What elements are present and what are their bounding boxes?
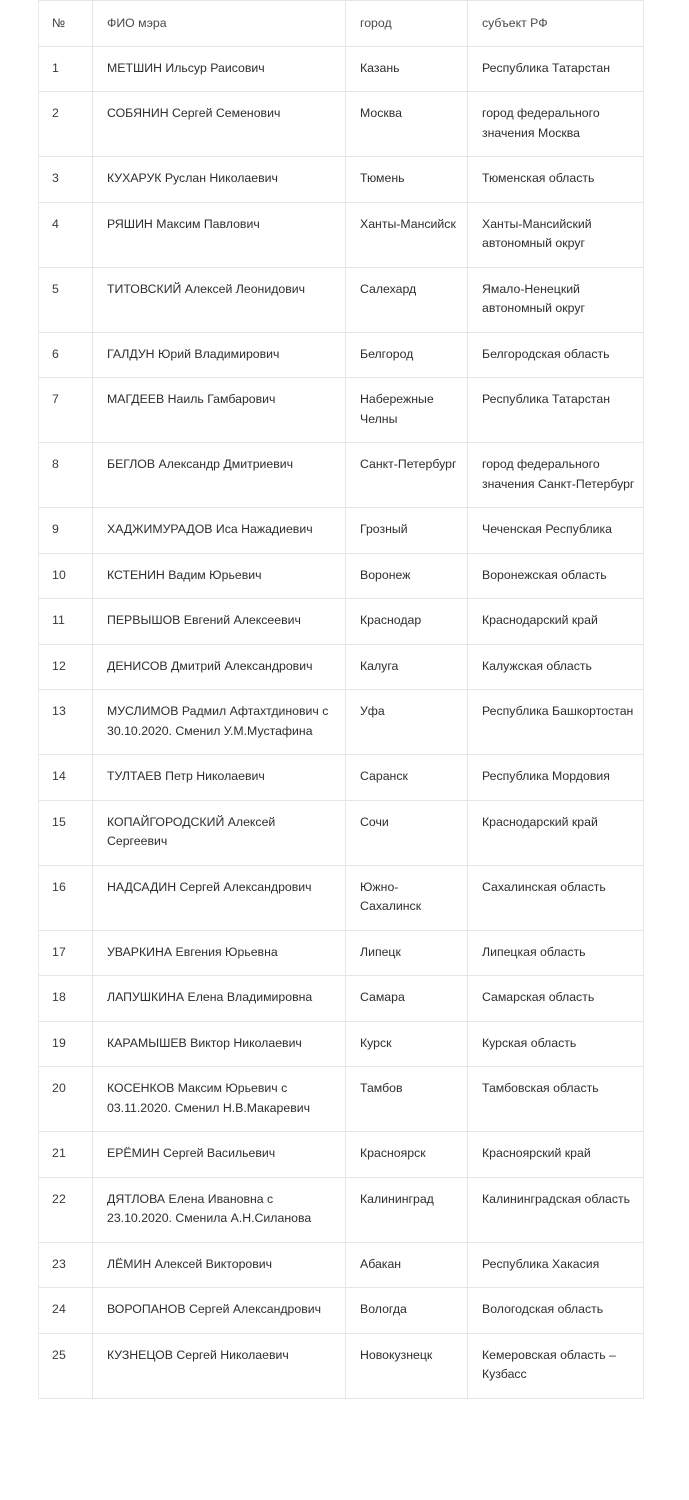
cell-city: Курск: [346, 1021, 468, 1067]
cell-city: Белгород: [346, 332, 468, 378]
cell-mayor-name: ТИТОВСКИЙ Алексей Леонидович: [93, 267, 346, 332]
cell-mayor-name: ПЕРВЫШОВ Евгений Алексеевич: [93, 599, 346, 645]
cell-subject: Республика Татарстан: [468, 46, 644, 92]
cell-mayor-name: ГАЛДУН Юрий Владимирович: [93, 332, 346, 378]
cell-subject: Вологодская область: [468, 1288, 644, 1334]
cell-city: Новокузнецк: [346, 1333, 468, 1398]
cell-city: Калининград: [346, 1177, 468, 1242]
table-row: [39, 755, 644, 801]
cell-subject: Чеченская Республика: [468, 508, 644, 554]
cell-number: 5: [39, 267, 93, 332]
cell-number: 25: [39, 1333, 93, 1398]
table-row: [39, 1132, 644, 1178]
cell-mayor-name: КОСЕНКОВ Максим Юрьевич с 03.11.2020. Сменил Н.В.Макаревич: [93, 1067, 346, 1132]
table-row: [39, 1242, 644, 1288]
cell-number: 7: [39, 378, 93, 443]
mayors-table: [38, 0, 644, 1399]
cell-number: 22: [39, 1177, 93, 1242]
cell-number: 12: [39, 644, 93, 690]
cell-city: Липецк: [346, 930, 468, 976]
column-header-subject: субъект РФ: [468, 1, 644, 47]
cell-city: Ханты-Мансийск: [346, 202, 468, 267]
cell-subject: Краснодарский край: [468, 800, 644, 865]
cell-mayor-name: СОБЯНИН Сергей Семенович: [93, 92, 346, 157]
cell-subject: Ямало-Ненецкий автономный округ: [468, 267, 644, 332]
table-body: [39, 46, 644, 1398]
cell-city: Калуга: [346, 644, 468, 690]
cell-city: Сочи: [346, 800, 468, 865]
cell-subject: город федерального значения Санкт-Петербург: [468, 443, 644, 508]
cell-mayor-name: НАДСАДИН Сергей Александрович: [93, 865, 346, 930]
cell-mayor-name: КОПАЙГОРОДСКИЙ Алексей Сергеевич: [93, 800, 346, 865]
cell-mayor-name: ТУЛТАЕВ Петр Николаевич: [93, 755, 346, 801]
cell-number: 14: [39, 755, 93, 801]
cell-number: 13: [39, 690, 93, 755]
cell-mayor-name: БЕГЛОВ Александр Дмитриевич: [93, 443, 346, 508]
cell-subject: Красноярский край: [468, 1132, 644, 1178]
cell-number: 6: [39, 332, 93, 378]
cell-city: Казань: [346, 46, 468, 92]
table-row: [39, 644, 644, 690]
table-row: [39, 443, 644, 508]
cell-number: 3: [39, 157, 93, 203]
cell-city: Набережные Челны: [346, 378, 468, 443]
cell-city: Уфа: [346, 690, 468, 755]
cell-city: Тамбов: [346, 1067, 468, 1132]
cell-subject: Ханты-Мансийский автономный округ: [468, 202, 644, 267]
table-row: [39, 202, 644, 267]
cell-mayor-name: ЛАПУШКИНА Елена Владимировна: [93, 976, 346, 1022]
cell-number: 10: [39, 553, 93, 599]
table-row: [39, 1177, 644, 1242]
cell-subject: Тюменская область: [468, 157, 644, 203]
cell-city: Красноярск: [346, 1132, 468, 1178]
cell-city: Самара: [346, 976, 468, 1022]
table-header-row: [39, 1, 644, 47]
cell-number: 19: [39, 1021, 93, 1067]
cell-city: Саранск: [346, 755, 468, 801]
table-row: [39, 690, 644, 755]
table-header: [39, 1, 644, 47]
cell-mayor-name: КУХАРУК Руслан Николаевич: [93, 157, 346, 203]
table-row: [39, 865, 644, 930]
cell-subject: Тамбовская область: [468, 1067, 644, 1132]
cell-mayor-name: ЕРЁМИН Сергей Васильевич: [93, 1132, 346, 1178]
cell-city: Абакан: [346, 1242, 468, 1288]
cell-mayor-name: МАГДЕЕВ Наиль Гамбарович: [93, 378, 346, 443]
table-row: [39, 46, 644, 92]
cell-city: Салехард: [346, 267, 468, 332]
cell-city: Южно-Сахалинск: [346, 865, 468, 930]
mayors-table-container: [38, 0, 643, 1399]
cell-number: 16: [39, 865, 93, 930]
cell-mayor-name: ДЯТЛОВА Елена Ивановна с 23.10.2020. Сменила А.Н.Силанова: [93, 1177, 346, 1242]
cell-subject: Республика Хакасия: [468, 1242, 644, 1288]
cell-mayor-name: ЛЁМИН Алексей Викторович: [93, 1242, 346, 1288]
table-row: [39, 378, 644, 443]
cell-subject: город федерального значения Москва: [468, 92, 644, 157]
cell-subject: Краснодарский край: [468, 599, 644, 645]
table-row: [39, 1333, 644, 1398]
table-row: [39, 800, 644, 865]
cell-number: 24: [39, 1288, 93, 1334]
cell-subject: Республика Мордовия: [468, 755, 644, 801]
cell-number: 2: [39, 92, 93, 157]
cell-number: 4: [39, 202, 93, 267]
cell-subject: Калужская область: [468, 644, 644, 690]
cell-number: 8: [39, 443, 93, 508]
table-row: [39, 599, 644, 645]
cell-mayor-name: ДЕНИСОВ Дмитрий Александрович: [93, 644, 346, 690]
cell-mayor-name: КСТЕНИН Вадим Юрьевич: [93, 553, 346, 599]
table-row: [39, 92, 644, 157]
table-row: [39, 508, 644, 554]
cell-subject: Самарская область: [468, 976, 644, 1022]
cell-subject: Воронежская область: [468, 553, 644, 599]
cell-number: 20: [39, 1067, 93, 1132]
cell-subject: Кемеровская область – Кузбасс: [468, 1333, 644, 1398]
table-row: [39, 332, 644, 378]
column-header-number: №: [39, 1, 93, 47]
table-row: [39, 553, 644, 599]
column-header-name: ФИО мэра: [93, 1, 346, 47]
cell-subject: Калининградская область: [468, 1177, 644, 1242]
cell-city: Грозный: [346, 508, 468, 554]
cell-number: 18: [39, 976, 93, 1022]
column-header-city: город: [346, 1, 468, 47]
cell-city: Краснодар: [346, 599, 468, 645]
cell-city: Москва: [346, 92, 468, 157]
table-row: [39, 157, 644, 203]
cell-city: Воронеж: [346, 553, 468, 599]
cell-number: 17: [39, 930, 93, 976]
cell-number: 21: [39, 1132, 93, 1178]
cell-subject: Республика Татарстан: [468, 378, 644, 443]
cell-subject: Белгородская область: [468, 332, 644, 378]
cell-mayor-name: КУЗНЕЦОВ Сергей Николаевич: [93, 1333, 346, 1398]
cell-city: Тюмень: [346, 157, 468, 203]
table-row: [39, 1067, 644, 1132]
table-row: [39, 267, 644, 332]
cell-subject: Липецкая область: [468, 930, 644, 976]
cell-subject: Республика Башкортостан: [468, 690, 644, 755]
cell-number: 11: [39, 599, 93, 645]
cell-mayor-name: КАРАМЫШЕВ Виктор Николаевич: [93, 1021, 346, 1067]
cell-mayor-name: МЕТШИН Ильсур Раисович: [93, 46, 346, 92]
cell-subject: Курская область: [468, 1021, 644, 1067]
table-row: [39, 930, 644, 976]
cell-mayor-name: РЯШИН Максим Павлович: [93, 202, 346, 267]
cell-mayor-name: ВОРОПАНОВ Сергей Александрович: [93, 1288, 346, 1334]
table-row: [39, 1288, 644, 1334]
cell-city: Санкт-Петербург: [346, 443, 468, 508]
cell-number: 1: [39, 46, 93, 92]
cell-number: 23: [39, 1242, 93, 1288]
cell-mayor-name: МУСЛИМОВ Радмил Афтахтдинович с 30.10.2020. Сменил У.М.Мустафина: [93, 690, 346, 755]
cell-city: Вологда: [346, 1288, 468, 1334]
cell-subject: Сахалинская область: [468, 865, 644, 930]
table-row: [39, 976, 644, 1022]
cell-mayor-name: УВАРКИНА Евгения Юрьевна: [93, 930, 346, 976]
table-row: [39, 1021, 644, 1067]
cell-mayor-name: ХАДЖИМУРАДОВ Иса Нажадиевич: [93, 508, 346, 554]
cell-number: 15: [39, 800, 93, 865]
cell-number: 9: [39, 508, 93, 554]
